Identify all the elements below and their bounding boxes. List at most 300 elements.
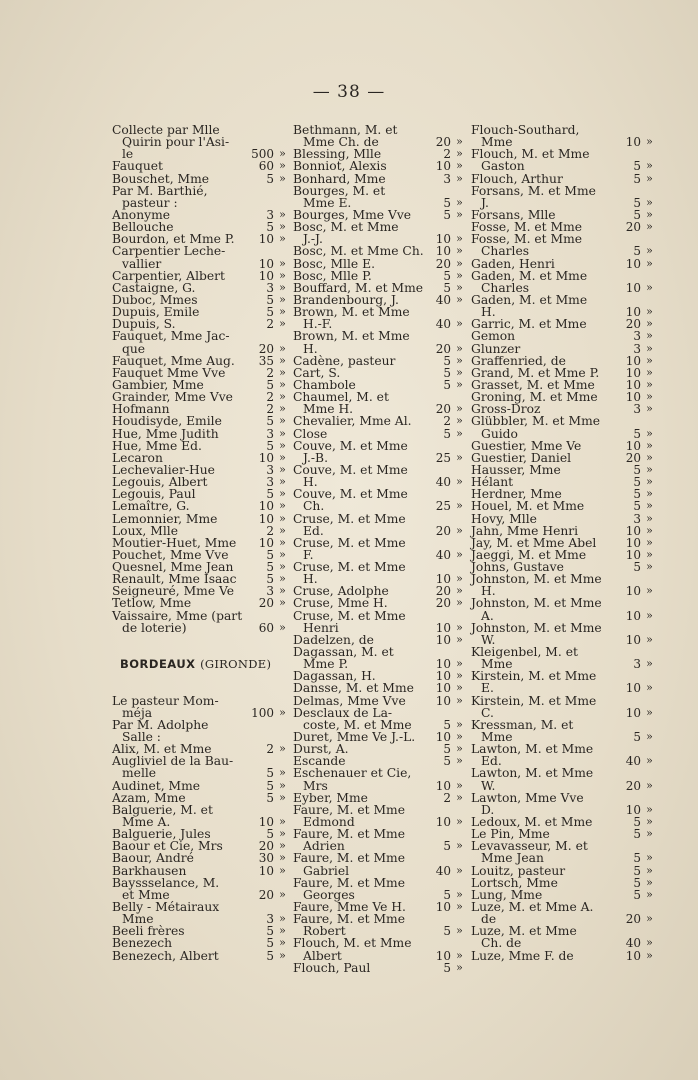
donor-name: Albert — [303, 948, 342, 963]
donor-line — [112, 355, 288, 367]
donor-line — [471, 597, 655, 609]
donor-line — [293, 950, 465, 962]
ditto-mark: » — [456, 402, 463, 416]
donor-name: Lechevalier-Hue — [112, 462, 215, 477]
donor-name: Mme — [481, 135, 513, 150]
donor-line — [293, 597, 465, 609]
donation-amount: 5 — [266, 487, 274, 502]
donation-amount: 10 — [625, 523, 641, 538]
donor-name: Hélant — [471, 475, 514, 490]
ditto-mark: » — [646, 317, 653, 331]
donor-name: Hausser, Mme — [471, 462, 561, 477]
donor-name: Fauquet, Mme Jac- — [112, 329, 230, 344]
donor-name: Moutier-Huet, Mme — [112, 535, 237, 550]
donor-name: Duboc, Mmes — [112, 292, 198, 307]
donor-name: Dagassan, M. et — [293, 645, 394, 660]
ditto-mark: » — [646, 365, 653, 379]
donation-amount: 10 — [258, 815, 274, 830]
donation-amount: 20 — [625, 912, 641, 927]
donation-amount: 2 — [443, 790, 451, 805]
donor-name: Luze, Mme F. de — [471, 948, 574, 963]
donation-amount: 5 — [633, 171, 641, 186]
donation-amount: 10 — [625, 608, 641, 623]
donation-amount: 10 — [625, 632, 641, 647]
donor-name: Bourges, M. et — [293, 183, 386, 198]
ditto-mark: » — [646, 329, 653, 343]
donor-name: Mrs — [303, 778, 328, 793]
donor-line — [112, 682, 288, 694]
donor-name: Dagassan, H. — [293, 669, 376, 684]
donor-name: Fosse, M. et Mme — [471, 232, 583, 247]
donation-amount: 20 — [625, 317, 641, 332]
ditto-mark: » — [456, 742, 463, 756]
ditto-mark: » — [456, 195, 463, 209]
donation-amount: 5 — [443, 839, 451, 854]
donor-line — [112, 610, 288, 622]
donor-line — [471, 245, 655, 257]
ditto-mark: » — [646, 948, 653, 962]
donation-amount: 5 — [266, 936, 274, 951]
donation-amount: 5 — [266, 292, 274, 307]
ditto-mark: » — [456, 450, 463, 464]
ditto-mark: » — [646, 887, 653, 901]
donation-amount: 5 — [266, 924, 274, 939]
ditto-mark: » — [456, 207, 463, 221]
ditto-mark: » — [279, 948, 286, 962]
donation-amount: 5 — [266, 948, 274, 963]
donor-line — [293, 428, 465, 440]
donation-amount: 10 — [435, 620, 451, 635]
donor-line — [112, 865, 288, 877]
donor-name: Anonyme — [112, 207, 171, 222]
donor-line — [112, 173, 288, 185]
donor-name: Lawton, M. et Mme — [471, 766, 594, 781]
ditto-mark: » — [279, 863, 286, 877]
donation-amount: 40 — [435, 475, 451, 490]
donor-name: Pouchet, Mme Vve — [112, 547, 229, 562]
donation-amount: 500 — [251, 147, 274, 162]
donation-amount: 3 — [633, 329, 641, 344]
ditto-mark: » — [646, 220, 653, 234]
donor-name: coste, M. et Mme — [303, 717, 412, 732]
donor-name: Beeli frères — [112, 924, 185, 939]
donor-name: Mme — [122, 912, 154, 927]
donor-name: Flouch, M. et Mme — [293, 936, 412, 951]
donation-amount: 2 — [266, 317, 274, 332]
ditto-mark: » — [646, 754, 653, 768]
ditto-mark: » — [456, 232, 463, 246]
donor-line — [471, 865, 655, 877]
donation-amount: 5 — [266, 790, 274, 805]
donor-name: melle — [122, 766, 157, 781]
ditto-mark: » — [646, 426, 653, 440]
donor-line — [293, 852, 465, 864]
ditto-mark: » — [646, 681, 653, 695]
donor-name: Luze, M. et Mme — [471, 924, 577, 939]
donor-name: Close — [293, 426, 328, 441]
donor-line — [293, 695, 465, 707]
donor-name: Mme — [481, 730, 513, 745]
donor-line — [293, 767, 465, 779]
ditto-mark: » — [279, 790, 286, 804]
donor-line — [112, 160, 288, 172]
donor-name: Fauquet — [112, 159, 163, 174]
donation-amount: 5 — [633, 426, 641, 441]
donor-name: Bonhard, Mme — [293, 171, 386, 186]
donor-line — [293, 160, 465, 172]
donor-name: Ledoux, M. et Mme — [471, 815, 593, 830]
donor-name: Couve, M. et Mme — [293, 487, 408, 502]
donor-name: Guido — [481, 426, 518, 441]
ditto-mark: » — [279, 292, 286, 306]
donor-line — [471, 780, 655, 792]
donor-name: Couve, M. et Mme — [293, 462, 408, 477]
donor-line — [112, 852, 288, 864]
donor-name: J.-J. — [303, 232, 323, 247]
donation-amount: 40 — [435, 292, 451, 307]
donor-line — [112, 428, 288, 440]
donor-line — [293, 865, 465, 877]
ditto-mark: » — [279, 232, 286, 246]
donor-name: Mme Jean — [481, 851, 544, 866]
donation-amount: 2 — [266, 390, 274, 405]
donation-amount: 40 — [625, 936, 641, 951]
donor-name: Benezech — [112, 936, 173, 951]
donor-name: Audinet, Mme — [112, 778, 201, 793]
donor-name: H.-F. — [303, 317, 333, 332]
donation-amount: 10 — [625, 948, 641, 963]
donor-name: Flouch, Arthur — [471, 171, 563, 186]
donor-name: Brandenbourg, J. — [293, 292, 399, 307]
ditto-mark: » — [279, 912, 286, 926]
donation-amount: 10 — [625, 256, 641, 271]
page-number: — 38 — — [312, 82, 386, 102]
ditto-mark: » — [646, 171, 653, 185]
donor-name: Hue, Mme Judith — [112, 426, 219, 441]
donor-name: Cruse, M. et Mme — [293, 511, 406, 526]
donor-name: Cadène, pasteur — [293, 353, 396, 368]
donation-amount: 5 — [633, 244, 641, 259]
donor-line — [471, 258, 655, 270]
donor-name: Bosc, Mlle P. — [293, 268, 372, 283]
donor-line — [471, 270, 655, 282]
donation-amount: 5 — [266, 560, 274, 575]
donation-amount: 40 — [435, 863, 451, 878]
donor-line — [293, 525, 465, 537]
donor-line — [293, 343, 465, 355]
donation-amount: 10 — [435, 730, 451, 745]
donation-amount: 5 — [633, 207, 641, 222]
ditto-mark: » — [279, 535, 286, 549]
donor-line — [293, 937, 465, 949]
donor-name: Cart, S. — [293, 365, 341, 380]
donation-amount: 10 — [625, 535, 641, 550]
donation-amount: 2 — [266, 365, 274, 380]
donation-amount: 5 — [633, 195, 641, 210]
donor-line — [112, 513, 288, 525]
ditto-mark: » — [279, 147, 286, 161]
ditto-mark: » — [456, 475, 463, 489]
donation-amount: 20 — [435, 256, 451, 271]
donation-amount: 10 — [258, 499, 274, 514]
ditto-mark: » — [279, 280, 286, 294]
donor-name: Herdner, Mme — [471, 487, 562, 502]
donor-name: Flouch, M. et Mme — [471, 147, 590, 162]
donor-line — [471, 610, 655, 622]
ditto-mark: » — [646, 244, 653, 258]
donation-amount: 40 — [435, 547, 451, 562]
donation-amount: 3 — [633, 402, 641, 417]
donor-name: Durst, A. — [293, 742, 349, 757]
donor-line — [112, 525, 288, 537]
ditto-mark: » — [279, 499, 286, 513]
column-3 — [471, 124, 655, 962]
donor-name: Bouffard, M. et Mme — [293, 280, 424, 295]
donor-name: C. — [481, 705, 494, 720]
donor-name: Lawton, Mme Vve — [471, 790, 584, 805]
column-2 — [293, 124, 465, 974]
donor-name: Bourges, Mme Vve — [293, 207, 412, 222]
donor-name: Le pasteur Mom- — [112, 693, 219, 708]
donor-name: Charles — [481, 280, 530, 295]
donation-amount: 40 — [625, 754, 641, 769]
donor-name: Kirstein, M. et Mme — [471, 669, 597, 684]
donor-name: H. — [303, 572, 318, 587]
donor-line — [471, 173, 655, 185]
donation-amount: 10 — [625, 135, 641, 150]
donation-amount: 5 — [633, 560, 641, 575]
ditto-mark: » — [456, 159, 463, 173]
donor-name: Barkhausen — [112, 863, 187, 878]
donor-name: Gabriel — [303, 863, 350, 878]
ditto-mark: » — [456, 657, 463, 671]
donor-name: que — [122, 341, 146, 356]
donor-name: Faure, M. et Mme — [293, 827, 405, 842]
donation-amount: 5 — [266, 171, 274, 186]
donation-amount: 10 — [258, 268, 274, 283]
ditto-mark: » — [646, 535, 653, 549]
donor-line — [471, 852, 655, 864]
donor-name: Alix, M. et Mme — [112, 742, 212, 757]
donor-name: de loterie) — [122, 620, 187, 635]
ditto-mark: » — [646, 827, 653, 841]
donor-line — [471, 440, 655, 452]
donation-amount: 10 — [435, 232, 451, 247]
donor-line — [293, 355, 465, 367]
donor-name: J.-B. — [303, 450, 328, 465]
ditto-mark: » — [279, 766, 286, 780]
ditto-mark: » — [456, 523, 463, 537]
ditto-mark: » — [456, 790, 463, 804]
donation-amount: 10 — [435, 693, 451, 708]
donor-name: Delmas, Mme Vve — [293, 693, 406, 708]
donation-amount: 10 — [625, 547, 641, 562]
ditto-mark: » — [456, 499, 463, 513]
donor-name: Escande — [293, 754, 346, 769]
donor-name: Belly - Métairaux — [112, 900, 220, 914]
donor-name: Gaston — [481, 159, 525, 174]
donor-line — [293, 500, 465, 512]
donation-amount: 5 — [633, 815, 641, 830]
donor-name: Chevalier, Mme Al. — [293, 414, 412, 429]
donation-amount: 5 — [633, 875, 641, 890]
donor-line — [471, 500, 655, 512]
donor-name: Georges — [303, 887, 355, 902]
donor-name: Adrien — [303, 839, 345, 854]
donor-name: Houdisyde, Emile — [112, 414, 222, 429]
ditto-mark: » — [646, 657, 653, 671]
donation-amount: 3 — [266, 912, 274, 927]
donation-amount: 60 — [258, 620, 274, 635]
ditto-mark: » — [646, 863, 653, 877]
ditto-mark: » — [646, 462, 653, 476]
donor-name: Ed. — [303, 523, 324, 538]
ditto-mark: » — [279, 705, 286, 719]
donor-name: Baour et Cie, Mrs — [112, 839, 223, 854]
donor-name: Azam, Mme — [112, 790, 186, 805]
ditto-mark: » — [646, 912, 653, 926]
donor-name: Fauquet, Mme Aug. — [112, 353, 235, 368]
ditto-mark: » — [279, 268, 286, 282]
donor-line — [293, 962, 465, 974]
ditto-mark: » — [279, 547, 286, 561]
donor-name: Dadelzen, de — [293, 632, 374, 647]
ditto-mark: » — [456, 669, 463, 683]
ditto-mark: » — [646, 402, 653, 416]
donor-name: Salle : — [122, 730, 161, 745]
ditto-mark: » — [279, 475, 286, 489]
donation-amount: 10 — [625, 584, 641, 599]
donor-name: méja — [122, 705, 153, 720]
donor-name: Bosc, M. et Mme Ch. — [293, 244, 424, 259]
donor-name: Graffenried, de — [471, 353, 566, 368]
ditto-mark: » — [646, 560, 653, 574]
donation-amount: 40 — [435, 317, 451, 332]
ditto-mark: » — [456, 730, 463, 744]
donation-amount: 5 — [443, 268, 451, 283]
donation-amount: 20 — [435, 402, 451, 417]
donation-amount: 10 — [625, 705, 641, 720]
donation-amount: 10 — [258, 511, 274, 526]
ditto-mark: » — [646, 159, 653, 173]
ditto-mark: » — [646, 815, 653, 829]
ditto-mark: » — [646, 875, 653, 889]
donor-name: Chaumel, M. et — [293, 390, 389, 405]
ditto-mark: » — [646, 207, 653, 221]
ditto-mark: » — [456, 268, 463, 282]
ditto-mark: » — [279, 936, 286, 950]
donor-line — [471, 513, 655, 525]
ditto-mark: » — [456, 900, 463, 913]
donation-amount: 5 — [443, 377, 451, 392]
donation-amount: 60 — [258, 159, 274, 174]
donor-line — [471, 695, 655, 707]
ditto-mark: » — [456, 754, 463, 768]
donation-amount: 2 — [266, 523, 274, 538]
donation-amount: 20 — [435, 341, 451, 356]
donor-name: Carpentier, Albert — [112, 268, 225, 283]
ditto-mark: » — [646, 135, 653, 149]
donation-amount: 20 — [258, 596, 274, 611]
donation-amount: 5 — [266, 305, 274, 320]
donor-name: Cruse, Mme H. — [293, 596, 388, 611]
donation-amount: 5 — [443, 754, 451, 769]
ditto-mark: » — [646, 353, 653, 367]
ditto-mark: » — [279, 220, 286, 234]
donor-line — [471, 343, 655, 355]
donation-amount: 5 — [443, 742, 451, 757]
donor-name: Eyber, Mme — [293, 790, 368, 805]
donation-amount: 10 — [625, 802, 641, 817]
donor-name: Hofmann — [112, 402, 170, 417]
donor-line — [112, 245, 288, 257]
donor-line — [471, 767, 655, 779]
donation-amount: 10 — [625, 305, 641, 320]
donation-amount: 30 — [258, 851, 274, 866]
donor-name: Gemon — [471, 329, 516, 344]
donor-name: Robert — [303, 924, 346, 939]
donor-name: Balguerie, M. et — [112, 802, 213, 817]
donor-name: Johnston, M. et Mme — [471, 596, 602, 611]
donation-amount: 20 — [258, 839, 274, 854]
ditto-mark: » — [646, 936, 653, 950]
ditto-mark: » — [646, 305, 653, 319]
donor-name: Legouis, Paul — [112, 487, 196, 502]
donation-amount: 5 — [443, 207, 451, 222]
donor-name: Gambier, Mme — [112, 377, 204, 392]
donation-amount: 3 — [633, 657, 641, 672]
ditto-mark: » — [456, 620, 463, 634]
donor-line — [471, 525, 655, 537]
donor-name: Johnston, M. et Mme — [471, 620, 602, 635]
donor-name: Guestier, Mme Ve — [471, 438, 582, 453]
donation-amount: 100 — [251, 705, 274, 720]
donor-name: le — [122, 147, 134, 162]
donor-line — [112, 343, 288, 355]
ditto-mark: » — [279, 839, 286, 853]
donor-name: Loux, Mlle — [112, 523, 178, 538]
ditto-mark: » — [456, 887, 463, 901]
ditto-mark: » — [646, 195, 653, 209]
donor-line — [293, 440, 465, 452]
ditto-mark: » — [279, 390, 286, 404]
donor-name: Legouis, Albert — [112, 475, 208, 490]
donor-name: Desclaux de La- — [293, 705, 393, 720]
donor-name: Balguerie, Jules — [112, 827, 211, 842]
ditto-mark: » — [456, 596, 463, 610]
donor-name: Seigneuré, Mme Ve — [112, 584, 235, 599]
donation-amount: 10 — [435, 572, 451, 587]
donation-amount: 2 — [266, 402, 274, 417]
donor-line — [293, 245, 465, 257]
donation-amount: 20 — [435, 135, 451, 150]
ditto-mark: » — [456, 171, 463, 185]
donor-line — [471, 330, 655, 342]
ditto-mark: » — [456, 353, 463, 367]
ditto-mark: » — [279, 365, 286, 379]
donor-name: Par M. Barthié, — [112, 183, 208, 198]
donor-name: Cruse, Adolphe — [293, 584, 389, 599]
donor-name: Jahn, Mme Henri — [471, 523, 579, 538]
donation-amount: 5 — [633, 887, 641, 902]
donor-name: Mme — [481, 657, 513, 672]
ditto-mark: » — [646, 511, 653, 525]
donor-name: W. — [481, 632, 496, 647]
ditto-mark: » — [279, 584, 286, 598]
ditto-mark: » — [279, 560, 286, 574]
donation-amount: 3 — [266, 426, 274, 441]
donation-amount: 5 — [443, 960, 451, 975]
